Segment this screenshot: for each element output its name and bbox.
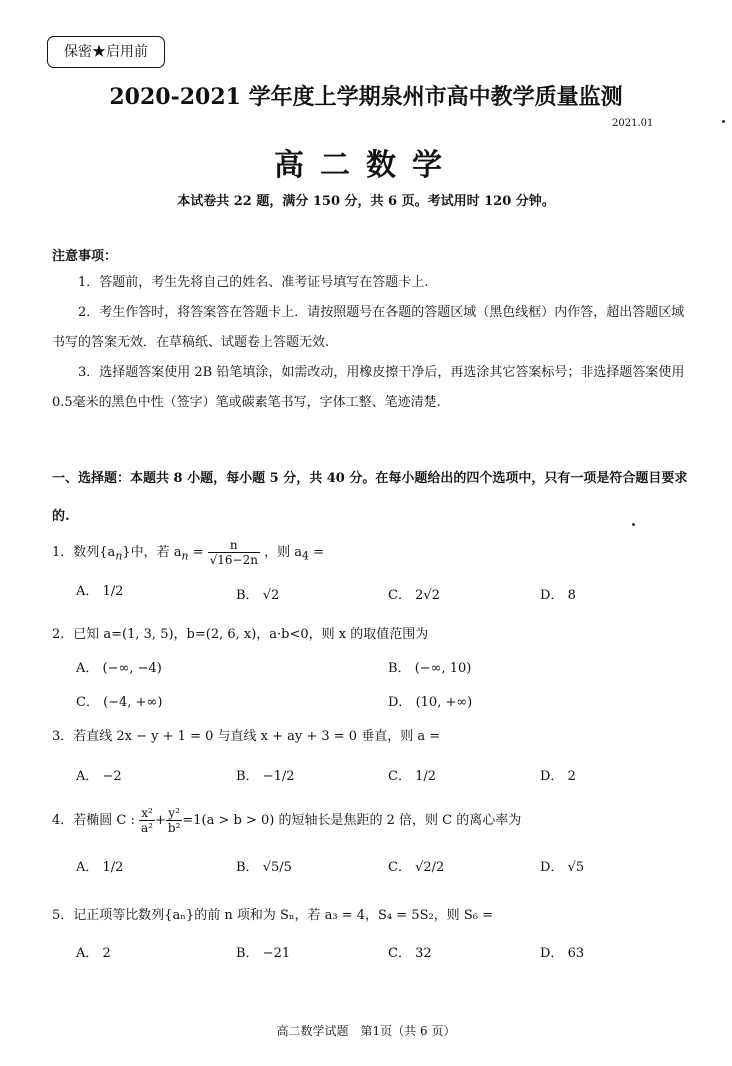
- q4-option-c: C． √2/2: [388, 860, 445, 875]
- q4-fraction-x: $\frac{\text{x²}}{\text{a²}}$: [141, 806, 153, 835]
- q4-option-a: A． 1/2: [76, 860, 124, 875]
- q2-option-c: C． (−4, +∞): [76, 695, 163, 710]
- exam-title: 2020-2021 学年度上学期泉州市高中教学质量监测: [109, 84, 623, 110]
- q3-option-d: D． 2: [540, 769, 576, 784]
- q1-text-b: }中，若 a: [122, 545, 182, 560]
- question-3: [52, 725, 440, 744]
- q1-option-c: C． 2√2: [388, 588, 440, 603]
- q2-text: 已知 a=(1, 3, 5)，b=(2, 6, x)，a·b<0，则 x 的取值范围为: [73, 627, 429, 642]
- notice-item-3: 3．选择题答案使用 2B 铅笔填涂，如需改动，用橡皮擦干净后，再选涂其它答案标号；非选择题答案使用0.5毫米的黑色中性（签字）笔或碳素笔书写，字体工整、笔迹清楚.: [52, 365, 685, 410]
- question-2: [52, 623, 428, 642]
- confidential-stamp: 保密★启用前: [47, 36, 165, 68]
- q4-text-b: =1(a > b > 0) 的短轴长是焦距的 2 倍，则 C 的离心率为: [182, 813, 522, 828]
- q1-fraction: $\frac{n}{√16-2n}$: [209, 538, 258, 567]
- q3-option-c: C． 1/2: [388, 769, 437, 784]
- page-footer: 高二数学试题 第1页（共 6 页）: [276, 1024, 456, 1038]
- question-number: 3．: [52, 729, 74, 744]
- q5-option-d: D． 63: [540, 946, 585, 961]
- question-number: 4．: [52, 813, 74, 828]
- q3-option-b: B． −1/2: [236, 769, 295, 784]
- notice-heading: 注意事项：: [52, 249, 118, 264]
- q1-text-c: ，则 a: [264, 545, 302, 560]
- question-number: 1．: [52, 545, 74, 560]
- question-1: 1．数列$\{a_n\}$中，若 $a_n$ = $\frac{n}{√16-2n}$ ，则 $a_4$ =: [52, 538, 324, 567]
- question-4: [52, 806, 521, 835]
- q4-text-a: 若椭圆 C :: [73, 813, 135, 828]
- q1-text-eq: =: [188, 545, 204, 560]
- q4-plus: +: [154, 813, 166, 828]
- q1-text-a: 数列{a: [73, 545, 116, 560]
- notice-item-2: 2．考生作答时，将答案答在答题卡上．请按照题号在各题的答题区域（黑色线框）内作答，超出答题区域书写的答案无效．在草稿纸、试题卷上答题无效.: [52, 305, 685, 350]
- exam-info: 本试卷共 22 题，满分 150 分，共 6 页。考试用时 120 分钟。: [177, 194, 555, 209]
- q3-option-a: A． −2: [76, 769, 122, 784]
- section-1-title: 一、选择题：本题共 8 小题，每小题 5 分，共 40 分。在每小题给出的四个选项中，只有一项是符合题目要求的.: [52, 471, 688, 524]
- scan-speck: [632, 523, 635, 526]
- scan-speck: [722, 120, 725, 123]
- q3-text: 若直线 2x − y + 1 = 0 与直线 x + ay + 3 = 0 垂直，则 a =: [73, 729, 441, 744]
- question-number: 2．: [52, 627, 74, 642]
- q1-text-d: =: [308, 545, 324, 560]
- question-number: 5．: [52, 908, 74, 923]
- exam-date: 2021.01: [612, 118, 654, 129]
- q1-option-d: D． 8: [540, 588, 576, 603]
- q5-option-c: C． 32: [388, 946, 432, 961]
- notice-item-1: 1．答题前，考生先将自己的姓名、准考证号填写在答题卡上.: [78, 275, 429, 290]
- q1-option-b: B． √2: [236, 588, 280, 603]
- q1-option-a: A． 1/2: [76, 584, 124, 599]
- subject-title: 高二数学: [274, 148, 458, 183]
- q5-option-a: A． 2: [76, 946, 111, 961]
- q4-option-b: B． √5/5: [236, 860, 292, 875]
- q5-text: 记正项等比数列{aₙ}的前 n 项和为 Sₙ，若 a₃ = 4，S₄ = 5S₂，则 S₆ =: [73, 908, 493, 923]
- question-5: [52, 904, 493, 923]
- q5-option-b: B． −21: [236, 946, 291, 961]
- q2-option-a: A． (−∞, −4): [76, 661, 162, 676]
- q4-fraction-y: $\frac{\text{y²}}{\text{b²}}$: [167, 806, 181, 835]
- q2-option-b: B． (−∞, 10): [388, 661, 472, 676]
- q2-option-d: D． (10, +∞): [388, 695, 473, 710]
- q4-option-d: D． √5: [540, 860, 585, 875]
